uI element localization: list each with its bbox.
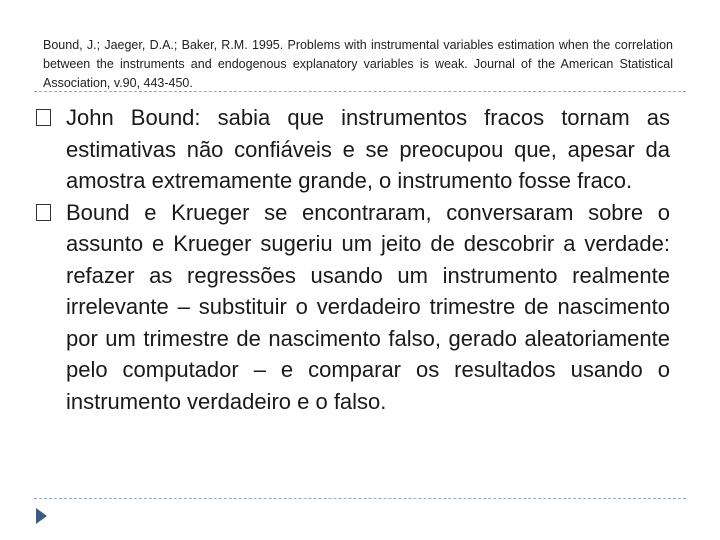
top-divider — [34, 91, 686, 92]
bullet-item — [36, 197, 670, 418]
bullet-text: Bound e Krueger se encontraram, conversaram sobre o assunto e Krueger sugeriu um jeito de descobrir a verdade: refazer as regressões usando um instrumento realmente irrelevante – substituir o verdadeiro trimestre de nascimento por um trimestre de nascimento falso, gerado aleatoriamente pelo computador – e comparar os resultados usando o instrumento verdadeiro e o falso. — [66, 199, 670, 414]
bullet-text: John Bound: sabia que instrumentos fracos tornam as estimativas não confiáveis e se preocupou que, apesar da amostra extremamente grande, o instrumento fosse fraco. — [66, 105, 670, 193]
square-bullet-icon — [36, 109, 51, 126]
triangle-arrow-icon — [36, 508, 47, 524]
bullet-item — [36, 102, 670, 197]
bottom-divider — [34, 498, 686, 499]
reference-citation: Bound, J.; Jaeger, D.A.; Baker, R.M. 1995. Problems with instrumental variables estimation when the correlation between the instruments and endogenous explanatory variables is weak. Journal of the American Statistical Association, v.90, 443-450. — [43, 38, 673, 90]
bullet-list — [36, 102, 670, 417]
square-bullet-icon — [36, 204, 51, 221]
